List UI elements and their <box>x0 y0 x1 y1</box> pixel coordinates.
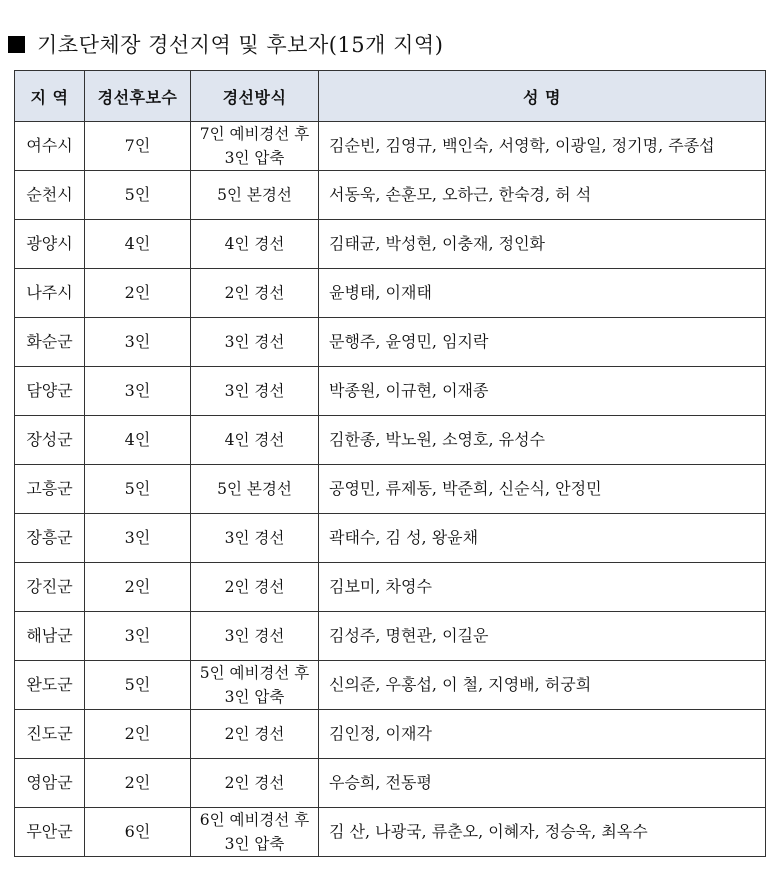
method-cell: 3인 경선 <box>191 612 319 661</box>
header-region: 지 역 <box>15 71 85 122</box>
count-cell: 5인 <box>85 171 191 220</box>
method-cell: 3인 경선 <box>191 318 319 367</box>
table-row <box>15 465 766 514</box>
region-cell: 무안군 <box>15 808 85 857</box>
page-title <box>8 28 443 60</box>
names-cell: 김보미, 차영수 <box>319 563 766 612</box>
table-row <box>15 367 766 416</box>
names-cell: 김태균, 박성현, 이충재, 정인화 <box>319 220 766 269</box>
names-cell: 김성주, 명현관, 이길운 <box>319 612 766 661</box>
table-row <box>15 612 766 661</box>
region-cell: 완도군 <box>15 661 85 710</box>
region-cell: 화순군 <box>15 318 85 367</box>
region-cell: 고흥군 <box>15 465 85 514</box>
region-cell: 영암군 <box>15 759 85 808</box>
method-cell: 5인 본경선 <box>191 171 319 220</box>
table-row <box>15 759 766 808</box>
region-cell: 해남군 <box>15 612 85 661</box>
header-names: 성 명 <box>319 71 766 122</box>
table-header <box>15 71 766 122</box>
count-cell: 7인 <box>85 122 191 171</box>
names-cell: 신의준, 우홍섭, 이 철, 지영배, 허궁희 <box>319 661 766 710</box>
region-cell: 나주시 <box>15 269 85 318</box>
count-cell: 3인 <box>85 318 191 367</box>
region-cell: 담양군 <box>15 367 85 416</box>
method-cell: 4인 경선 <box>191 416 319 465</box>
count-cell: 5인 <box>85 661 191 710</box>
count-cell: 6인 <box>85 808 191 857</box>
names-cell: 김순빈, 김영규, 백인숙, 서영학, 이광일, 정기명, 주종섭 <box>319 122 766 171</box>
names-cell: 공영민, 류제동, 박준희, 신순식, 안정민 <box>319 465 766 514</box>
names-cell: 김인정, 이재각 <box>319 710 766 759</box>
region-cell: 순천시 <box>15 171 85 220</box>
count-cell: 3인 <box>85 367 191 416</box>
names-cell: 서동욱, 손훈모, 오하근, 한숙경, 허 석 <box>319 171 766 220</box>
table-row <box>15 416 766 465</box>
names-cell: 김 산, 나광국, 류춘오, 이혜자, 정승욱, 최옥수 <box>319 808 766 857</box>
method-cell: 4인 경선 <box>191 220 319 269</box>
names-cell: 박종원, 이규현, 이재종 <box>319 367 766 416</box>
candidates-table <box>14 70 766 857</box>
header-method: 경선방식 <box>191 71 319 122</box>
method-cell: 7인 예비경선 후 3인 압축 <box>191 122 319 171</box>
header-row <box>15 71 766 122</box>
count-cell: 2인 <box>85 563 191 612</box>
names-cell: 김한종, 박노원, 소영호, 유성수 <box>319 416 766 465</box>
table-row <box>15 269 766 318</box>
page-title-text: 기초단체장 경선지역 및 후보자(15개 지역) <box>37 33 444 57</box>
table-body <box>15 122 766 857</box>
count-cell: 4인 <box>85 416 191 465</box>
region-cell: 광양시 <box>15 220 85 269</box>
table-row <box>15 710 766 759</box>
method-cell: 3인 경선 <box>191 367 319 416</box>
table-row <box>15 563 766 612</box>
count-cell: 2인 <box>85 759 191 808</box>
table-row <box>15 122 766 171</box>
table-row <box>15 318 766 367</box>
method-cell: 5인 예비경선 후 3인 압축 <box>191 661 319 710</box>
names-cell: 우승희, 전동평 <box>319 759 766 808</box>
region-cell: 장흥군 <box>15 514 85 563</box>
region-cell: 여수시 <box>15 122 85 171</box>
region-cell: 강진군 <box>15 563 85 612</box>
table-row <box>15 171 766 220</box>
method-cell: 3인 경선 <box>191 514 319 563</box>
table-row <box>15 514 766 563</box>
table-row <box>15 220 766 269</box>
count-cell: 3인 <box>85 612 191 661</box>
count-cell: 5인 <box>85 465 191 514</box>
count-cell: 4인 <box>85 220 191 269</box>
method-cell: 5인 본경선 <box>191 465 319 514</box>
black-square-bullet-icon <box>8 36 25 53</box>
table-row <box>15 661 766 710</box>
region-cell: 장성군 <box>15 416 85 465</box>
method-cell: 2인 경선 <box>191 710 319 759</box>
table-row <box>15 808 766 857</box>
names-cell: 곽태수, 김 성, 왕윤채 <box>319 514 766 563</box>
count-cell: 3인 <box>85 514 191 563</box>
count-cell: 2인 <box>85 269 191 318</box>
method-cell: 2인 경선 <box>191 563 319 612</box>
region-cell: 진도군 <box>15 710 85 759</box>
method-cell: 6인 예비경선 후 3인 압축 <box>191 808 319 857</box>
method-cell: 2인 경선 <box>191 759 319 808</box>
names-cell: 윤병태, 이재태 <box>319 269 766 318</box>
count-cell: 2인 <box>85 710 191 759</box>
names-cell: 문행주, 윤영민, 임지락 <box>319 318 766 367</box>
method-cell: 2인 경선 <box>191 269 319 318</box>
header-count: 경선후보수 <box>85 71 191 122</box>
